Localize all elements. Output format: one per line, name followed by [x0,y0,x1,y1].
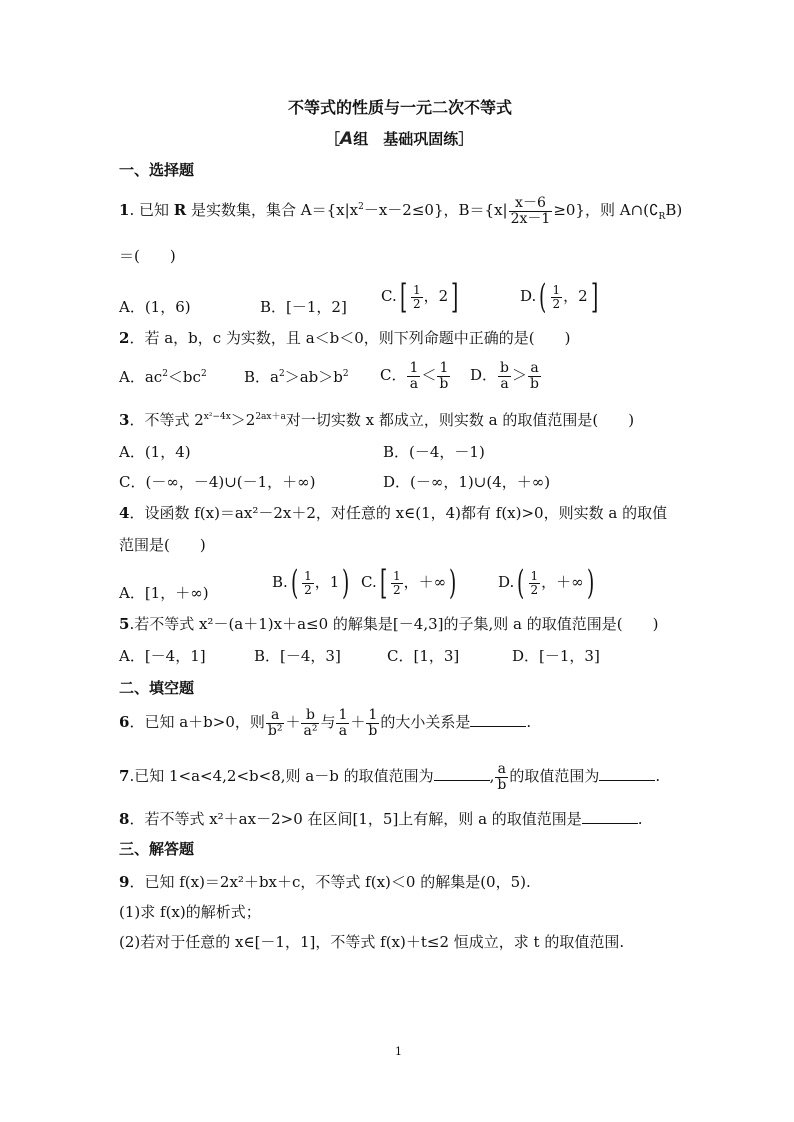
q2-option-c: C． $\frac{1}{a}$ ＜ $\frac{1}{b}$ [380,360,449,392]
page-number: 1 [395,1045,402,1058]
question-1: 1. 已知 R 是实数集，集合 $A=\{x|x^2-x-2\le 0\}$，B＝{x| $\frac{x-6}{2x-1}$ ≥0}，则 $A\cap(∁_RB)$ [119,195,683,227]
page-title: 不等式的性质与一元二次不等式 [288,98,513,117]
q4-option-b: B.( $\frac{1}{2}$ ，1) [272,563,350,603]
q5-option-d: D．[－1，3] [512,647,600,665]
answer-blank [599,768,655,781]
question-8: 8．若不等式 x²＋ax－2>0 在区间[1，5]上有解，则 a 的取值范围是 . [119,810,643,828]
answer-blank [434,768,490,781]
question-4: 4．设函数 f(x)＝ax²－2x＋2，对任意的 x∈(1，4)都有 f(x)>0，则实数 a 的取值 [119,504,668,522]
q5-option-c: C．[1，3] [387,647,460,665]
question-9-part-1: (1)求 f(x)的解析式； [119,903,261,921]
section-heading-choice: 一、选择题 [119,161,195,179]
section-heading-solve: 三、解答题 [119,840,195,858]
group-label: ［A组 基础巩固练］ [325,129,474,149]
q1-option-c: C.[ $\frac{1}{2}$ ，2] [381,277,459,317]
q3-option-a: A．(1，4) [119,443,191,461]
q5-option-a: A．[－4，1] [119,647,206,665]
group-logo-letter: A [340,129,354,149]
q4-option-a: A．[1，＋∞) [119,584,209,602]
question-2: 2．若 a，b，c 为实数，且 a＜b＜0，则下列命题中正确的是( ) [119,329,571,347]
q2-option-a: A．$ac^2<bc^2$ [119,368,207,386]
question-9-part-2: (2)若对于任意的 x∈[－1，1]，不等式 f(x)＋t≤2 恒成立，求 t 的取值范围. [119,933,625,951]
q3-option-b: B．(－4，－1) [383,443,485,461]
q4-option-c: C.[ $\frac{1}{2}$ ，＋∞) [361,563,457,603]
answer-blank [470,714,526,727]
q1-option-b: B．[－1，2] [260,298,347,316]
q2-option-d: D． $\frac{b}{a}$ ＞ $\frac{a}{b}$ [470,360,539,392]
section-heading-fill: 二、填空题 [119,679,195,697]
question-9: 9．已知 f(x)＝2x²＋bx＋c，不等式 f(x)＜0 的解集是(0，5). [119,873,531,891]
q3-option-c: C．(－∞，－4)∪(－1，＋∞) [119,473,316,491]
question-1-line2: ＝( ) [119,247,176,265]
question-5: 5.若不等式 x²－(a＋1)x＋a≤0 的解集是[－4,3]的子集,则 a 的取值范围是( ) [119,615,659,633]
question-4-line2: 范围是( ) [119,536,206,554]
q4-option-d: D.( $\frac{1}{2}$ ，＋∞) [498,563,594,603]
q5-option-b: B．[－4，3] [254,647,341,665]
question-3: 3．不等式 $2^{x^2-4x}>2^{2ax+a}$对一切实数 x 都成立，则实数 a 的取值范围是( ) [119,411,635,429]
q1-option-d: D.( $\frac{1}{2}$ ，2] [520,277,598,317]
answer-blank [582,811,638,824]
q3-option-d: D．(－∞，1)∪(4，＋∞) [383,473,551,491]
question-7: 7.已知 1<a<4,2<b<8,则 a－b 的取值范围为 , $\frac{a}{b}$ 的取值范围为 . [119,761,661,793]
q1-option-a: A．(1，6) [119,298,191,316]
q2-option-b: B．$a^2>ab>b^2$ [244,368,349,386]
fraction: $\frac{x-6}{2x-1}$ [510,195,551,227]
question-6: 6．已知 a＋b>0，则 $\frac{a}{\text{b²}}$ ＋ $\frac{b}{\text{a²}}$ 与 $\frac{1}{a}$ ＋ $\frac{1}{b}$ 的大小关系是 . [119,707,532,739]
